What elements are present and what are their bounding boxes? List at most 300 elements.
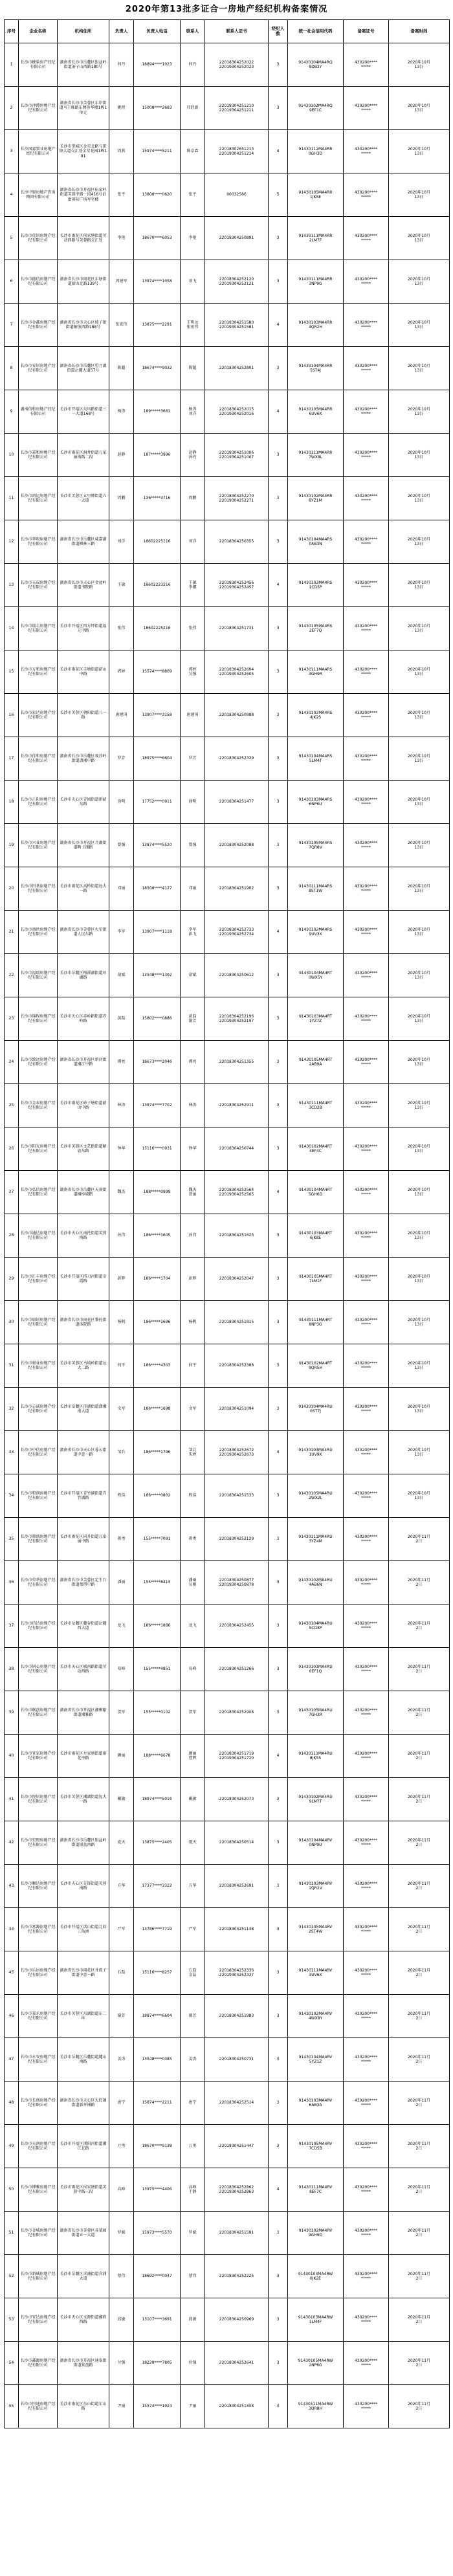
leader-phone: 13874****5520 xyxy=(134,824,181,867)
leader-phone: 186*****1698 xyxy=(134,1388,181,1431)
leader-name: 唐宁 xyxy=(109,2082,134,2125)
company-address: 长沙市开福区青竹湖街道青竹湖路 xyxy=(58,1474,109,1518)
record-number: 430200**** ***** xyxy=(344,304,389,347)
company-address: 长沙市望城区金星北路与雷锋大道交汇处金星花园1栋101 xyxy=(58,130,109,173)
company-address: 湖南省长沙市天心区坡子街街道解放西路188号 xyxy=(58,304,109,347)
credit-code: 91430105MA4RR 6UV6K xyxy=(288,390,344,434)
table-row xyxy=(5,2342,450,2385)
record-date: 2020年10月 13日 xyxy=(389,1344,450,1388)
credit-code: 91430112MA4RR 0GH3D xyxy=(288,130,344,173)
company-name: 长沙市博雅房地产经纪有限公司 xyxy=(19,2168,58,2212)
row-number: 27 xyxy=(5,1171,19,1214)
contact-name: 贺军 xyxy=(181,1691,205,1735)
certificate-number: 22018302651213 22019304251214 xyxy=(205,130,269,173)
table-row xyxy=(5,434,450,477)
leader-phone: 13907****3158 xyxy=(134,694,181,737)
record-number: 430200**** ***** xyxy=(344,1865,389,1908)
agent-count: 3 xyxy=(269,1821,288,1865)
leader-phone: 18602225216 xyxy=(134,607,181,650)
record-number: 430200**** ***** xyxy=(344,564,389,607)
credit-code: 91430103MA4RT 6JK8E xyxy=(288,1214,344,1258)
credit-code: 91430102MA4RU 9LM7T xyxy=(288,1778,344,1821)
row-number: 55 xyxy=(5,2385,19,2428)
company-name: 长沙市和润房地产经纪有限公司 xyxy=(19,1474,58,1518)
row-number: 48 xyxy=(5,2082,19,2125)
table-row xyxy=(5,564,450,607)
row-number: 20 xyxy=(5,867,19,911)
certificate-number: 22018304251591 xyxy=(205,2212,269,2255)
agent-count: 3 xyxy=(269,1388,288,1431)
leader-name: 彭辉 xyxy=(109,1258,134,1301)
contact-name: 尹丽 xyxy=(181,2385,205,2428)
leader-phone: 18692****0047 xyxy=(134,2255,181,2298)
certificate-number: 22018304250744 xyxy=(205,1127,269,1171)
column-header: 负责人电话 xyxy=(134,20,181,43)
row-number: 45 xyxy=(5,1951,19,1995)
table-row xyxy=(5,1258,450,1301)
credit-code: 91430111MA4RT 8NP3G xyxy=(288,1301,344,1344)
credit-code: 91430104MA4RV 0NP9U xyxy=(288,1821,344,1865)
table-row xyxy=(5,43,450,87)
table-row xyxy=(5,1518,450,1561)
company-address: 湖南省长沙市芙蓉区定王台街道蔡锷中路 xyxy=(58,1561,109,1604)
credit-code: 91430102MA4RV 4WX8Y xyxy=(288,1995,344,2038)
table-row xyxy=(5,1431,450,1474)
document-title: 2020年第13批多证合一房地产经纪机构备案情况 xyxy=(125,5,328,14)
record-date: 2020年11月 2日 xyxy=(389,1518,450,1561)
leader-phone: 18508****4127 xyxy=(134,867,181,911)
table-row xyxy=(5,737,450,781)
certificate-number: 22018304251731 xyxy=(205,607,269,650)
credit-code: 91430111MA4RR 2LM7F xyxy=(288,217,344,260)
leader-phone: 15574****8809 xyxy=(134,650,181,694)
contact-name: 蒋勇 xyxy=(181,1518,205,1561)
company-address: 长沙市开福区东风路街道三一大道168号 xyxy=(58,390,109,434)
company-name: 长沙市恒基房地产经纪有限公司 xyxy=(19,867,58,911)
certificate-number: 22018304251623 xyxy=(205,1214,269,1258)
record-number: 430200**** ***** xyxy=(344,43,389,87)
leader-name: 夏天 xyxy=(109,1821,134,1865)
agent-count: 3 xyxy=(269,434,288,477)
record-number: 430200**** ***** xyxy=(344,2255,389,2298)
row-number: 8 xyxy=(5,347,19,390)
record-number: 430200**** ***** xyxy=(344,130,389,173)
column-header: 负责人 xyxy=(109,20,134,43)
agent-count: 4 xyxy=(269,390,288,434)
leader-name: 邱敏 xyxy=(109,2298,134,2342)
credit-code: 91430103MA4RV 6AB3A xyxy=(288,2082,344,2125)
agent-count: 4 xyxy=(269,1431,288,1474)
record-date: 2020年11月 2日 xyxy=(389,1691,450,1735)
company-address: 长沙市雨花区左家塘街道雨花亭路 xyxy=(58,1735,109,1778)
row-number: 40 xyxy=(5,1735,19,1778)
agent-count: 3 xyxy=(269,867,288,911)
leader-name: 潘丽 xyxy=(109,1561,134,1604)
table-row xyxy=(5,130,450,173)
leader-phone: 13786****7719 xyxy=(134,1908,181,1951)
table-row xyxy=(5,2385,450,2428)
row-number: 22 xyxy=(5,954,19,997)
leader-phone: 18674****9032 xyxy=(134,347,181,390)
contact-name: 李军 彭飞 xyxy=(181,911,205,954)
record-date: 2020年11月 2日 xyxy=(389,2255,450,2298)
contact-name: 万勇 xyxy=(181,2125,205,2168)
column-header: 备案证号 xyxy=(344,20,389,43)
credit-code: 91430105MA4RT 2AB9A xyxy=(288,1041,344,1084)
row-number: 46 xyxy=(5,1995,19,2038)
credit-code: 91430103MA4RT 1YZ7Z xyxy=(288,997,344,1041)
company-address: 长沙市岳麓区麓谷街道岳麓西大道 xyxy=(58,1604,109,1648)
certificate-number: 22018304251308 xyxy=(205,2385,269,2428)
row-number: 51 xyxy=(5,2212,19,2255)
credit-code: 91430103MA4RU 6EF1Q xyxy=(288,1648,344,1691)
certificate-number: 22018304251580 22019304251581 xyxy=(205,304,269,347)
row-number: 49 xyxy=(5,2125,19,2168)
company-name: 湖南信和房地产经纪有限公司 xyxy=(19,390,58,434)
certificate-number: 22018304252456 22019304252457 xyxy=(205,564,269,607)
row-number: 28 xyxy=(5,1214,19,1258)
company-name: 长沙市联创房地产经纪有限公司 xyxy=(19,1691,58,1735)
row-number: 44 xyxy=(5,1908,19,1951)
certificate-number: 22018304252015 22019304252016 xyxy=(205,390,269,434)
certificate-number: 22018304252022 22019304252023 xyxy=(205,43,269,87)
company-name: 长沙市通达房地产经纪有限公司 xyxy=(19,1214,58,1258)
company-address: 长沙市开福区浏阳河街道湘江北路 xyxy=(58,2125,109,2168)
row-number: 33 xyxy=(5,1431,19,1474)
company-name: 长沙市鸿运房地产经纪有限公司 xyxy=(19,477,58,520)
record-number: 430200**** ***** xyxy=(344,390,389,434)
contact-name: 姜涛 xyxy=(181,2038,205,2082)
agent-count: 3 xyxy=(269,737,288,781)
leader-phone: 18874****6604 xyxy=(134,1995,181,2038)
table-row xyxy=(5,824,450,867)
agent-count: 3 xyxy=(269,1865,288,1908)
company-name: 长沙市宜家房地产经纪有限公司 xyxy=(19,1735,58,1778)
company-address: 湖南省长沙市天心区金盆岭街道书院路 xyxy=(58,564,109,607)
credit-code: 91430105MA4RV 7CD5B xyxy=(288,2125,344,2168)
contact-name: 周鹏 xyxy=(181,477,205,520)
certificate-number: 22018304252564 22019304252565 xyxy=(205,1171,269,1214)
certificate-number: 22018304251815 xyxy=(205,1301,269,1344)
leader-name: 程浩 xyxy=(109,1474,134,1518)
credit-code: 91430111MA4RS 8ST1W xyxy=(288,867,344,911)
company-name: 长沙市宏图房地产经纪有限公司 xyxy=(19,1821,58,1865)
company-address: 湖南省长沙市天心区大托铺街道新开铺路 xyxy=(58,2082,109,2125)
certificate-number: 22018304252672 22019304252673 xyxy=(205,1431,269,1474)
credit-code: 91430104MA4RT 5GH6D xyxy=(288,1171,344,1214)
company-name: 长沙市天成房地产经纪有限公司 xyxy=(19,564,58,607)
company-address: 长沙市雨花区侯家塘街道芙蓉中路三段 xyxy=(58,2168,109,2212)
credit-code: 91430111MA4RW 3QR8H xyxy=(288,2385,344,2428)
leader-name: 谭亮 xyxy=(109,1041,134,1084)
company-address: 长沙市开福区洪山街道北辰三角洲 xyxy=(58,1908,109,1951)
company-address: 长沙市天心区南托街道芙蓉南路 xyxy=(58,1214,109,1258)
record-number: 430200**** ***** xyxy=(344,2082,389,2125)
company-address: 湖南省长沙市开福区通泰街街道营盘路 xyxy=(58,2342,109,2385)
leader-name: 孙伟 xyxy=(109,1214,134,1258)
table-row xyxy=(5,304,450,347)
certificate-number: 22018304251719 22019304251720 xyxy=(205,1735,269,1778)
leader-name: 杨涛 xyxy=(109,390,134,434)
row-number: 1 xyxy=(5,43,19,87)
leader-phone: 13974****7702 xyxy=(134,1084,181,1127)
agent-count: 3 xyxy=(269,2385,288,2428)
company-name: 长沙市德信房地产经纪有限公司 xyxy=(19,260,58,304)
contact-name: 严军 xyxy=(181,1908,205,1951)
row-number: 37 xyxy=(5,1604,19,1648)
agent-count: 3 xyxy=(269,1604,288,1648)
agent-count: 3 xyxy=(269,2082,288,2125)
credit-code: 91430102MA4RR 8YZ1M xyxy=(288,477,344,520)
contact-name: 石磊 金晶 xyxy=(181,1951,205,1995)
credit-code: 91430103MA4RS 1CD5P xyxy=(288,564,344,607)
record-date: 2020年10月 13日 xyxy=(389,1301,450,1344)
leader-name: 蔡伟 xyxy=(109,2255,134,2298)
credit-code: 91430111MA4RR 3NP9G xyxy=(288,260,344,304)
table-row xyxy=(5,1041,450,1084)
company-name: 长沙市锦程房地产经纪有限公司 xyxy=(19,997,58,1041)
agent-count: 3 xyxy=(269,1474,288,1518)
table-row xyxy=(5,2082,450,2125)
registry-table xyxy=(4,19,450,2428)
record-date: 2020年10月 13日 xyxy=(389,304,450,347)
certificate-number: 22018304251006 22019304251007 xyxy=(205,434,269,477)
certificate-number: 22018304252514 xyxy=(205,2082,269,2125)
company-name: 长沙国嘉置业房地产经纪有限公司 xyxy=(19,130,58,173)
agent-count: 3 xyxy=(269,520,288,564)
agent-count: 3 xyxy=(269,477,288,520)
record-date: 2020年10月 13日 xyxy=(389,564,450,607)
record-date: 2020年11月 2日 xyxy=(389,2082,450,2125)
record-date: 2020年11月 2日 xyxy=(389,1648,450,1691)
table-header-row xyxy=(5,20,450,43)
leader-name: 周建军 xyxy=(109,260,134,304)
record-date: 2020年11月 2日 xyxy=(389,1865,450,1908)
row-number: 19 xyxy=(5,824,19,867)
credit-code: 91430103MA4RV 1QR2V xyxy=(288,1865,344,1908)
record-date: 2020年10月 13日 xyxy=(389,737,450,781)
record-date: 2020年10月 13日 xyxy=(389,434,450,477)
credit-code: 91430102MA4RV 9GH9D xyxy=(288,2212,344,2255)
record-number: 430200**** ***** xyxy=(344,2385,389,2428)
company-address: 长沙市芙蓉区朝阳街道八一路 xyxy=(58,694,109,737)
record-date: 2020年10月 13日 xyxy=(389,824,450,867)
company-address: 长沙市雨花区侯家塘街道劳动西路与芙蓉路交汇处 xyxy=(58,217,109,260)
credit-code: 91430102MA4RU 4AB6N xyxy=(288,1561,344,1604)
row-number: 35 xyxy=(5,1518,19,1561)
row-number: 17 xyxy=(5,737,19,781)
row-number: 38 xyxy=(5,1648,19,1691)
certificate-number: 22018304252047 xyxy=(205,1258,269,1301)
record-date: 2020年10月 13日 xyxy=(389,1084,450,1127)
company-address: 湖南省长沙市雨花区黎托街道体院路 xyxy=(58,1301,109,1344)
table-row xyxy=(5,954,450,997)
table-row xyxy=(5,694,450,737)
agent-count: 3 xyxy=(269,1258,288,1301)
leader-phone: 18673****2046 xyxy=(134,1041,181,1084)
table-row xyxy=(5,1474,450,1518)
leader-phone: 186*****1605 xyxy=(134,1214,181,1258)
leader-name: 林涛 xyxy=(109,1084,134,1127)
certificate-number: 22018304252733 22019304252734 xyxy=(205,911,269,954)
agent-count: 3 xyxy=(269,954,288,997)
column-header: 统一社会信用代码 xyxy=(288,20,344,43)
credit-code: 91430104MA4RW 0JK2E xyxy=(288,2255,344,2298)
leader-phone: 15973****5570 xyxy=(134,2212,181,2255)
certificate-number: 22018304251983 xyxy=(205,1995,269,2038)
row-number: 11 xyxy=(5,477,19,520)
contact-name: 易峰 xyxy=(181,1648,205,1691)
table-row xyxy=(5,390,450,434)
leader-phone: 136*****3716 xyxy=(134,477,181,520)
table-row xyxy=(5,1865,450,1908)
record-number: 430200**** ***** xyxy=(344,347,389,390)
record-number: 430200**** ***** xyxy=(344,1648,389,1691)
record-date: 2020年10月 13日 xyxy=(389,1171,450,1214)
contact-name: 付强 xyxy=(181,2342,205,2385)
leader-name: 陈超 xyxy=(109,347,134,390)
contact-name: 黄磊 谢芳 xyxy=(181,997,205,1041)
company-name: 长沙市宏达房地产经纪有限公司 xyxy=(19,694,58,737)
row-number: 15 xyxy=(5,650,19,694)
contact-name: 文军 xyxy=(181,1388,205,1431)
row-number: 4 xyxy=(5,173,19,217)
leader-name: 周燕 xyxy=(109,130,134,173)
company-address: 长沙市天心区青园街道新韶东路 xyxy=(58,781,109,824)
company-address: 长沙市天心区先锋街道芙蓉南路 xyxy=(58,1865,109,1908)
record-number: 430200**** ***** xyxy=(344,1171,389,1214)
contact-name: 胡斌 xyxy=(181,954,205,997)
agent-count: 3 xyxy=(269,1691,288,1735)
agent-count: 3 xyxy=(269,2342,288,2385)
leader-phone: 15116****0931 xyxy=(134,1127,181,1171)
credit-code: 91430111MA4RU 8JK5S xyxy=(288,1735,344,1778)
row-number: 26 xyxy=(5,1127,19,1171)
company-name: 长沙市天润房地产经纪有限公司 xyxy=(19,2125,58,2168)
credit-code: 91430111MA4RV 3UV6X xyxy=(288,1951,344,1995)
leader-name: 魏杰 xyxy=(109,1171,134,1214)
row-number: 16 xyxy=(5,694,19,737)
contact-name: 陈卓霖 xyxy=(181,130,205,173)
table-row xyxy=(5,217,450,260)
company-address: 长沙市雨花区砂子塘街道韶山中路 xyxy=(58,1084,109,1127)
company-name: 长沙市金泰房地产经纪有限公司 xyxy=(19,1084,58,1127)
company-address: 湖南省长沙市天心区暮云街道中意一路 xyxy=(58,1431,109,1474)
contact-name: 杨涛 刘洋 xyxy=(181,390,205,434)
company-name: 长沙市佳和房地产经纪有限公司 xyxy=(19,737,58,781)
leader-phone: 155*****4851 xyxy=(134,1648,181,1691)
row-number: 23 xyxy=(5,997,19,1041)
record-number: 430200**** ***** xyxy=(344,1518,389,1561)
contact-name: 唐宁 xyxy=(181,2082,205,2125)
contact-name: 李艳 xyxy=(181,217,205,260)
certificate-number: 22018304252801 xyxy=(205,347,269,390)
agent-count: 3 xyxy=(269,2038,288,2082)
contact-name: 邓丽 xyxy=(181,867,205,911)
table-row xyxy=(5,1648,450,1691)
company-address: 湖南省长沙市岳麓区观沙岭街道潇湘中路 xyxy=(58,737,109,781)
leader-phone: 155*****8413 xyxy=(134,1561,181,1604)
company-address: 湖南省长沙市岳麓区银盆岭街道茶子山西路180号 xyxy=(58,43,109,87)
contact-name: 孙伟 xyxy=(181,1214,205,1258)
company-name: 长沙市蜂巢房产经纪有限公司 xyxy=(19,43,58,87)
credit-code: 91430102MA4RS 4JK2S xyxy=(288,694,344,737)
row-number: 13 xyxy=(5,564,19,607)
leader-phone: 13548****0385 xyxy=(134,2038,181,2082)
record-number: 430200**** ***** xyxy=(344,260,389,304)
record-date: 2020年11月 2日 xyxy=(389,1778,450,1821)
leader-phone: 18974****5016 xyxy=(134,1778,181,1821)
leader-name: 姚程 xyxy=(109,87,134,130)
contact-name: 王敏 李娜 xyxy=(181,564,205,607)
record-number: 430200**** ***** xyxy=(344,1258,389,1301)
leader-phone: 13107****3691 xyxy=(134,2298,181,2342)
record-number: 430200**** ***** xyxy=(344,1951,389,1995)
table-row xyxy=(5,1821,450,1865)
contact-name: 何平 xyxy=(181,1344,205,1388)
record-number: 430200**** ***** xyxy=(344,1084,389,1127)
record-date: 2020年11月 2日 xyxy=(389,2125,450,2168)
record-date: 2020年10月 13日 xyxy=(389,1041,450,1084)
company-address: 长沙市芙蓉区文艺路街道解放东路 xyxy=(58,1127,109,1171)
contact-name: 夏天 xyxy=(181,1821,205,1865)
leader-name: 曾强 xyxy=(109,824,134,867)
leader-name: 胡斌 xyxy=(109,954,134,997)
row-number: 42 xyxy=(5,1821,19,1865)
company-name: 长沙市华府房地产经纪有限公司 xyxy=(19,520,58,564)
contact-name: 程浩 xyxy=(181,1474,205,1518)
row-number: 25 xyxy=(5,1084,19,1127)
leader-phone: 13974****1058 xyxy=(134,260,181,304)
table-row xyxy=(5,520,450,564)
company-name: 长沙市瑞丰房地产经纪有限公司 xyxy=(19,607,58,650)
contact-name: 张伟 xyxy=(181,607,205,650)
record-number: 430200**** ***** xyxy=(344,1561,389,1604)
company-name: 长沙市汇丰房地产经纪有限公司 xyxy=(19,1258,58,1301)
company-name: 长沙市金鑫房地产经纪有限公司 xyxy=(19,304,58,347)
record-number: 430200**** ***** xyxy=(344,1604,389,1648)
contact-name: 罗斌 xyxy=(181,2212,205,2255)
contact-name: 王明远 张宏伟 xyxy=(181,304,205,347)
table-row xyxy=(5,1214,450,1258)
row-number: 31 xyxy=(5,1344,19,1388)
contact-name: 方华 xyxy=(181,1865,205,1908)
certificate-number: 22018304252336 22019304252337 xyxy=(205,1951,269,1995)
agent-count: 3 xyxy=(269,824,288,867)
record-number: 430200**** ***** xyxy=(344,2168,389,2212)
credit-code: 91430103MA4RU 1UV9K xyxy=(288,1431,344,1474)
company-address: 湖南省长沙市开福区月湖街道鸭子铺路 xyxy=(58,824,109,867)
certificate-number: 22018304251094 xyxy=(205,1388,269,1431)
row-number: 12 xyxy=(5,520,19,564)
company-name: 长沙市恒通房地产经纪有限公司 xyxy=(19,2385,58,2428)
company-address: 长沙市芙蓉区马坡岭街道远大二路 xyxy=(58,1344,109,1388)
leader-phone: 186*****4303 xyxy=(134,1344,181,1388)
record-number: 430200**** ***** xyxy=(344,694,389,737)
credit-code: 91430102MA4RS 9UV3X xyxy=(288,911,344,954)
credit-code: 91430102MA4RT 4EF4C xyxy=(288,1127,344,1171)
certificate-number: 22018304252455 xyxy=(205,1604,269,1648)
row-number: 3 xyxy=(5,130,19,173)
agent-count: 3 xyxy=(269,694,288,737)
leader-name: 易峰 xyxy=(109,1648,134,1691)
agent-count: 3 xyxy=(269,607,288,650)
credit-code: 91430105MA4RS 7QR8V xyxy=(288,824,344,867)
contact-name: 曾强 xyxy=(181,824,205,867)
contact-name: 唐建国 xyxy=(181,694,205,737)
certificate-number: 22018304252270 22019304252271 xyxy=(205,477,269,520)
leader-name: 张宏伟 xyxy=(109,304,134,347)
